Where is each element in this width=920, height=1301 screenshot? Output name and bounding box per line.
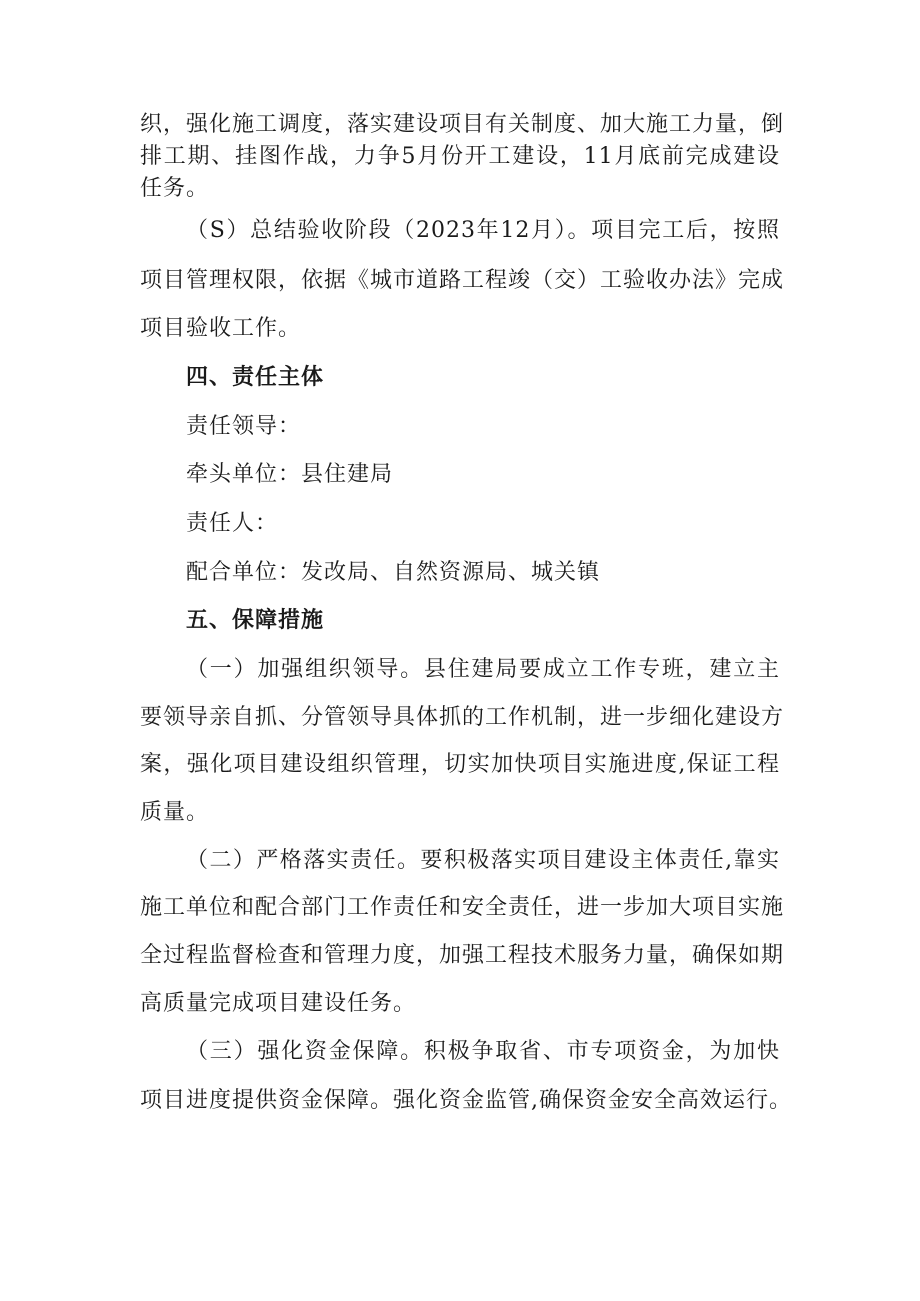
text-line: 要领导亲自抓、分管领导具体抓的工作机制，进一步细化建设方 bbox=[140, 705, 785, 730]
text-line: 高质量完成项目建设任务。 bbox=[140, 991, 417, 1016]
section-heading: 五、保障措施 bbox=[186, 608, 325, 633]
text-line: 案，强化项目建设组织管理，切实加快项目实施进度,保证工程 bbox=[140, 752, 780, 777]
responsible-leader: 责任领导： bbox=[186, 414, 302, 439]
text-line: 全过程监督检查和管理力度，加强工程技术服务力量，确保如期 bbox=[140, 943, 785, 968]
text-line: （二）严格落实责任。要积极落实项目建设主体责任,靠实 bbox=[186, 848, 780, 873]
text-line: 排工期、挂图作战，力争5月份开工建设，11月底前完成建设 bbox=[140, 144, 780, 169]
text-line: 织，强化施工调度，落实建设项目有关制度、加大施工力量，倒 bbox=[140, 112, 785, 137]
text-line: 项目验收工作。 bbox=[140, 316, 302, 341]
responsible-person: 责任人： bbox=[186, 511, 279, 536]
cooperating-units: 配合单位：发改局、自然资源局、城关镇 bbox=[186, 560, 601, 585]
text-line: （三）强化资金保障。积极争取省、市专项资金，为加快 bbox=[186, 1039, 780, 1064]
section-heading: 四、责任主体 bbox=[186, 365, 325, 390]
text-line: 任务。 bbox=[140, 176, 210, 201]
text-line: 施工单位和配合部门工作责任和安全责任，进一步加大项目实施 bbox=[140, 895, 785, 920]
lead-unit: 牵头单位：县住建局 bbox=[186, 462, 394, 487]
text-line: 质量。 bbox=[140, 800, 210, 825]
text-line: 项目管理权限，依据《城市道路工程竣（交）工验收办法》完成 bbox=[140, 268, 785, 293]
text-line: （一）加强组织领导。县住建局要成立工作专班，建立主 bbox=[186, 657, 780, 682]
text-line: 项目进度提供资金保障。强化资金监管,确保资金安全高效运行。 bbox=[140, 1088, 792, 1113]
text-line: （S）总结验收阶段（2023年12月）。项目完工后，按照 bbox=[186, 218, 780, 243]
